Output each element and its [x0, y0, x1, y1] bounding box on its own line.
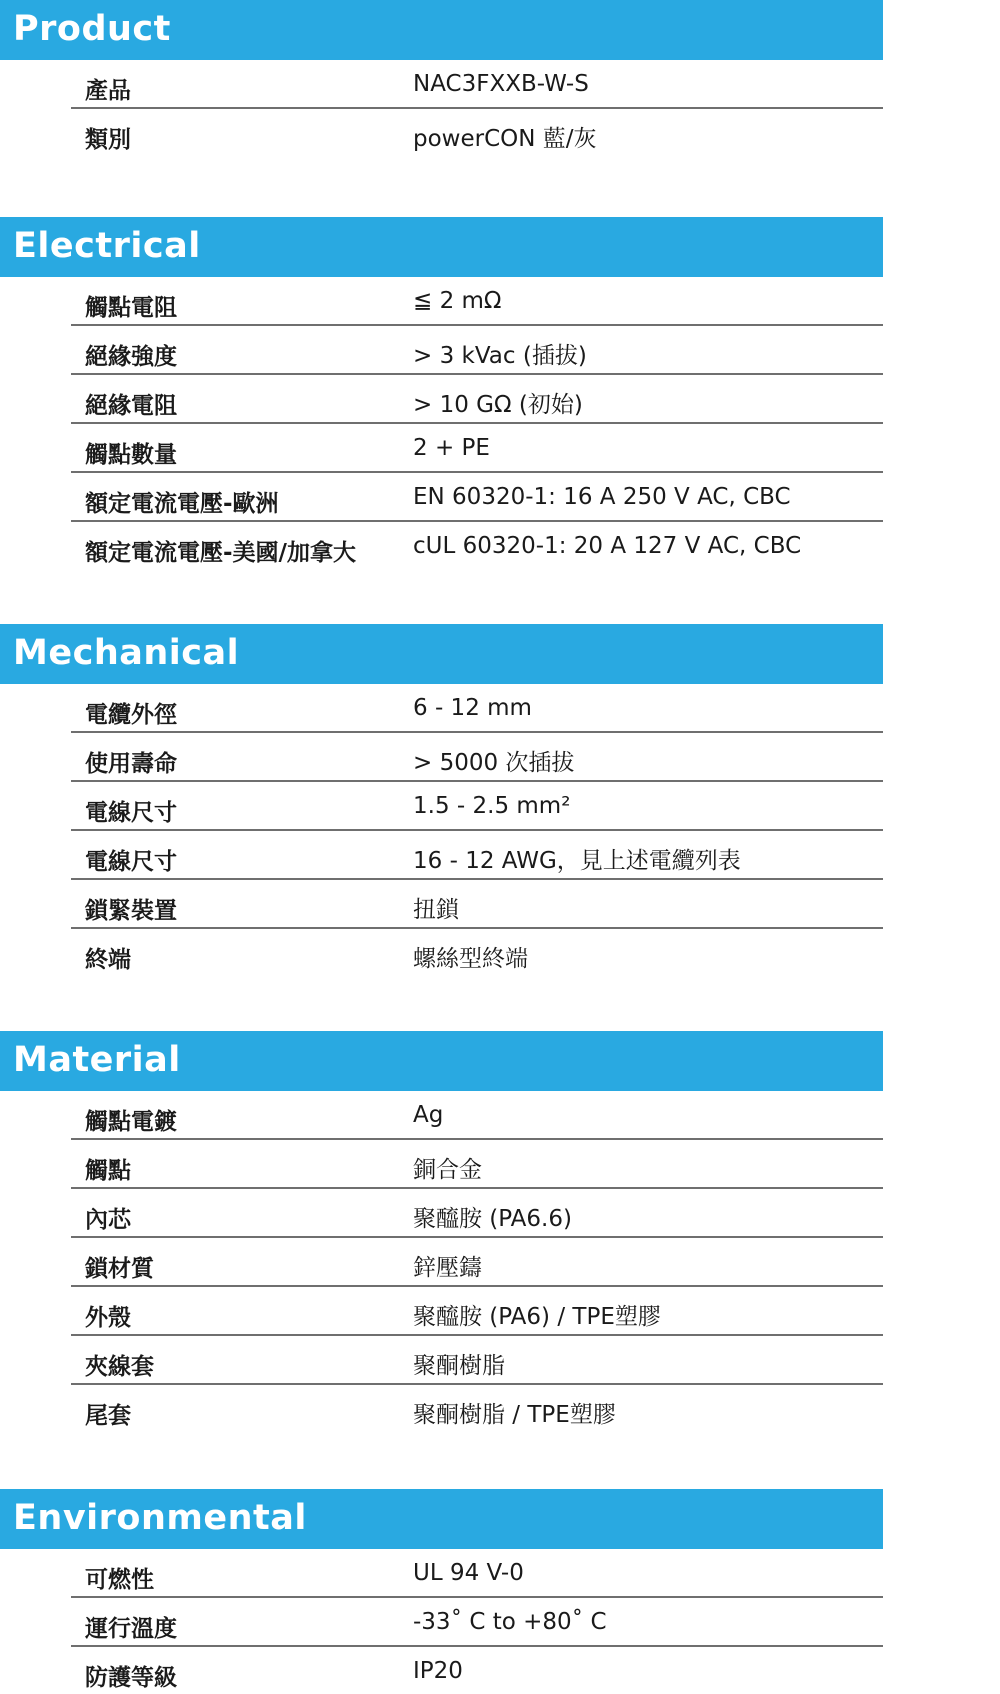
section-header [0, 624, 883, 684]
spec-value: 鋅壓鑄 [413, 1255, 482, 1281]
spec-label: 觸點電阻 [85, 295, 177, 321]
spec-value: UL 94 V-0 [413, 1560, 524, 1586]
spec-value: powerCON 藍/灰 [413, 126, 597, 152]
section-product [0, 0, 883, 156]
spec-label: 鎖緊裝置 [85, 898, 177, 924]
spec-value: 1.5 - 2.5 mm² [413, 793, 571, 819]
section-title: Environmental [13, 1498, 307, 1538]
spec-value: 聚酮樹脂 / TPE塑膠 [413, 1402, 616, 1428]
spec-row [71, 473, 883, 522]
spec-row [71, 684, 883, 733]
spec-label: 產品 [85, 78, 131, 104]
spec-value: 6 - 12 mm [413, 695, 532, 721]
spec-value: Ag [413, 1102, 444, 1128]
spec-table [71, 1091, 883, 1432]
spec-value: cUL 60320-1: 20 A 127 V AC, CBC [413, 533, 802, 559]
spec-label: 電線尺寸 [85, 800, 177, 826]
spec-label: 電線尺寸 [85, 849, 177, 875]
spec-label: 絕緣電阻 [85, 393, 177, 419]
spec-row [71, 1549, 883, 1598]
spec-row [71, 1385, 883, 1432]
section-title: Mechanical [13, 633, 240, 673]
spec-row [71, 1598, 883, 1647]
section-mechanical [0, 624, 883, 976]
section-title: Material [13, 1040, 181, 1080]
spec-label: 運行溫度 [85, 1616, 177, 1642]
spec-row [71, 60, 883, 109]
spec-label: 額定電流電壓-歐洲 [85, 491, 279, 517]
spec-value: ≦ 2 mΩ [413, 288, 502, 314]
spec-label: 內芯 [85, 1207, 131, 1233]
spec-label: 使用壽命 [85, 751, 177, 777]
spec-row [71, 1647, 883, 1694]
spec-table [71, 1549, 883, 1694]
spec-label: 防護等級 [85, 1665, 177, 1691]
spec-table [71, 277, 883, 569]
spec-row [71, 326, 883, 375]
spec-row [71, 929, 883, 976]
spec-row [71, 831, 883, 880]
section-material [0, 1031, 883, 1432]
spec-value: 扭鎖 [413, 897, 459, 923]
spec-row [71, 1336, 883, 1385]
spec-value: EN 60320-1: 16 A 250 V AC, CBC [413, 484, 791, 510]
spec-value: > 10 GΩ (初始) [413, 392, 583, 418]
section-header [0, 0, 883, 60]
spec-table [71, 684, 883, 976]
section-header [0, 1031, 883, 1091]
spec-value: 聚醯胺 (PA6.6) [413, 1206, 572, 1232]
spec-row [71, 522, 883, 569]
spec-value: 銅合金 [413, 1157, 482, 1183]
spec-label: 外殼 [85, 1305, 131, 1331]
spec-value: -33˚ C to +80˚ C [413, 1609, 607, 1635]
spec-row [71, 782, 883, 831]
spec-value: 16 - 12 AWG，見上述電纜列表 [413, 848, 741, 874]
section-header [0, 217, 883, 277]
section-title: Product [13, 9, 171, 49]
spec-value: NAC3FXXB-W-S [413, 71, 589, 97]
spec-row [71, 375, 883, 424]
spec-row [71, 733, 883, 782]
spec-row [71, 1238, 883, 1287]
spec-row [71, 277, 883, 326]
spec-label: 夾線套 [85, 1354, 154, 1380]
section-header [0, 1489, 883, 1549]
spec-label: 電纜外徑 [85, 702, 177, 728]
spec-label: 尾套 [85, 1403, 131, 1429]
spec-value: > 3 kVac (插拔) [413, 343, 587, 369]
spec-value: 聚酮樹脂 [413, 1353, 505, 1379]
spec-label: 終端 [85, 947, 131, 973]
spec-value: 2 + PE [413, 435, 490, 461]
spec-label: 觸點數量 [85, 442, 177, 468]
spec-label: 觸點 [85, 1158, 131, 1184]
spec-row [71, 1189, 883, 1238]
section-electrical [0, 217, 883, 569]
spec-row [71, 880, 883, 929]
spec-label: 觸點電鍍 [85, 1109, 177, 1135]
spec-value: IP20 [413, 1658, 463, 1684]
spec-row [71, 424, 883, 473]
spec-row [71, 109, 883, 156]
spec-value: 螺絲型終端 [413, 946, 528, 972]
spec-value: 聚醯胺 (PA6) / TPE塑膠 [413, 1304, 661, 1330]
spec-row [71, 1287, 883, 1336]
spec-row [71, 1091, 883, 1140]
spec-label: 額定電流電壓-美國/加拿大 [85, 540, 356, 566]
spec-label: 鎖材質 [85, 1256, 154, 1282]
spec-value: > 5000 次插拔 [413, 750, 575, 776]
spec-row [71, 1140, 883, 1189]
spec-label: 類別 [85, 127, 131, 153]
section-title: Electrical [13, 226, 201, 266]
spec-label: 可燃性 [85, 1567, 154, 1593]
spec-table [71, 60, 883, 156]
spec-label: 絕緣強度 [85, 344, 177, 370]
section-environmental [0, 1489, 883, 1694]
